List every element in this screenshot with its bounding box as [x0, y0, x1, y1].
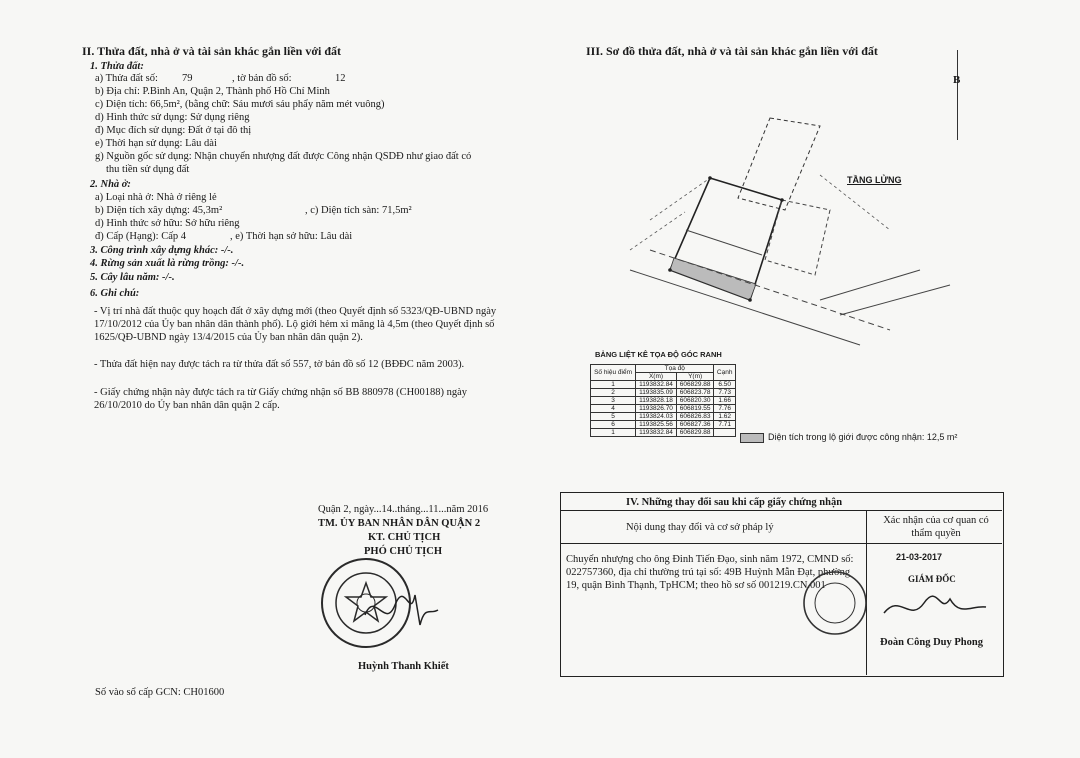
coord-table	[590, 364, 736, 437]
table-row: 2 1193835.09 606823.78 7.73	[591, 389, 736, 397]
changes-title: IV. Những thay đổi sau khi cấp giấy chứng nhận	[626, 497, 843, 508]
table-row: 3 1193828.18 606820.30 1.66	[591, 397, 736, 405]
signing-title-1: KT. CHỦ TỊCH	[368, 532, 441, 543]
land-use-purpose: đ) Mục đích sử dụng: Đất ở tại đô thị	[95, 125, 252, 136]
land-number-value: 79	[182, 73, 193, 84]
signer-name: Huỳnh Thanh Khiết	[358, 661, 449, 672]
land-use-term: e) Thời hạn sử dụng: Lâu dài	[95, 138, 217, 149]
land-heading: 1. Thửa đất:	[90, 61, 144, 72]
changes-col-confirm: Xác nhận của cơ quan có thẩm quyền	[883, 515, 989, 539]
change-entry: Chuyển nhượng cho ông Đinh Tiến Đạo, sinh năm 1972, CMND số: 022757360, địa chỉ thường trú tại số: 49B Huỳnh Mẫn Đạt, phường 19, quận Bình Thạnh, TpHCM; theo hồ sơ số 001219.CN.001	[566, 554, 854, 591]
table-row: 6 1193825.56 606827.36 7.71	[591, 421, 736, 429]
house-heading: 2. Nhà ở:	[90, 179, 131, 190]
other-works: 3. Công trình xây dựng khác: -/-.	[90, 245, 234, 256]
table-row: 1 1193832.84 606829.88 6.50	[591, 381, 736, 389]
col-point: Số hiệu điểm	[591, 365, 636, 381]
notes-heading: 6. Ghi chú:	[90, 288, 140, 299]
changes-col-content: Nội dung thay đổi và cơ sở pháp lý	[626, 522, 774, 533]
legend-text: Diện tích trong lộ giới được công nhận: 12,5 m²	[768, 432, 958, 442]
north-label: B	[953, 74, 961, 86]
parcel-diagram	[590, 100, 980, 360]
signing-title-2: PHÓ CHỦ TỊCH	[364, 546, 442, 557]
confirm-signature-icon	[880, 585, 990, 625]
signing-authority: TM. ỦY BAN NHÂN DÂN QUẬN 2	[318, 518, 481, 529]
land-origin-cont: thu tiền sử dụng đất	[106, 164, 190, 175]
office-seal-icon	[800, 568, 870, 638]
land-number-label: a) Thửa đất số:	[95, 73, 158, 84]
perennial-trees: 5. Cây lâu năm: -/-.	[90, 272, 175, 283]
note-2: - Thửa đất hiện nay được tách ra từ thửa đất số 557, tờ bản đồ số 12 (BĐĐC năm 2003).	[94, 359, 465, 370]
land-use-form: d) Hình thức sử dụng: Sử dụng riêng	[95, 112, 250, 123]
issue-date: Quận 2, ngày...14..tháng...11...năm 2016	[318, 504, 489, 515]
table-row: 5 1193824.03 606826.83 1.62	[591, 413, 736, 421]
confirm-date: 21-03-2017	[896, 552, 943, 562]
coord-table-title: BẢNG LIỆT KÊ TỌA ĐỘ GÓC RANH	[595, 350, 722, 359]
confirm-title: GIÁM ĐỐC	[908, 574, 956, 584]
house-type: a) Loại nhà ở: Nhà ở riêng lẻ	[95, 192, 217, 203]
col-edge: Cạnh	[714, 365, 736, 381]
house-ownership: d) Hình thức sở hữu: Sở hữu riêng	[95, 218, 240, 229]
table-row: 1 1193832.84 606829.88	[591, 429, 736, 437]
changes-divider-1	[560, 510, 1002, 511]
land-address: b) Địa chỉ: P.Bình An, Quận 2, Thành phố Hồ Chí Minh	[95, 86, 330, 97]
table-row: 4 1193826.70 606819.55 7.76	[591, 405, 736, 413]
house-grade: đ) Cấp (Hạng): Cấp 4	[95, 231, 186, 242]
land-area: c) Diện tích: 66,5m², (bằng chữ: Sáu mươi sáu phẩy năm mét vuông)	[95, 99, 385, 110]
col-y: Y(m)	[676, 373, 714, 381]
production-forest: 4. Rừng sản xuất là rừng trồng: -/-.	[90, 258, 245, 269]
changes-divider-2	[560, 543, 1002, 544]
section-ii-title: II. Thửa đất, nhà ở và tài sản khác gắn liền với đất	[82, 44, 342, 58]
note-3: - Giấy chứng nhận này được tách ra từ Giấy chứng nhận số BB 880978 (CH00188) ngày 26/10/2010 do Ủy ban nhân dân quận 2 cấp.	[94, 387, 467, 411]
signature-icon	[360, 585, 440, 635]
legend-swatch	[740, 433, 764, 443]
note-1: - Vị trí nhà đất thuộc quy hoạch đất ở xây dựng mới (theo Quyết định số 5323/QĐ-UBND ngày 17/10/2012 của Ủy ban nhân dân thành phố). Lộ giới hẻm xi măng là 4,5m (theo Quyết định số 1625/QĐ-UBND ngày 13/4/2015 của Ủy ban nhân dân quận 2).	[94, 306, 497, 343]
house-term: , e) Thời hạn sở hữu: Lâu dài	[230, 231, 353, 242]
house-floor-area: , c) Diện tích sàn: 71,5m²	[305, 205, 412, 216]
col-coords: Tọa độ	[636, 365, 714, 373]
map-sheet-label: , tờ bản đồ số:	[232, 73, 292, 84]
house-build-area: b) Diện tích xây dựng: 45,3m²	[95, 205, 223, 216]
col-x: X(m)	[636, 373, 677, 381]
land-origin: g) Nguồn gốc sử dụng: Nhận chuyển nhượng đất được Công nhận QSDĐ như giao đất có	[95, 151, 472, 162]
confirm-signer: Đoàn Công Duy Phong	[880, 637, 983, 648]
map-sheet-value: 12	[335, 73, 346, 84]
section-iii-title: III. Sơ đồ thửa đất, nhà ở và tài sản khác gắn liền với đất	[586, 44, 878, 58]
floor-label: TẦNG LỬNG	[847, 175, 902, 185]
registry-number: Số vào sổ cấp GCN: CH01600	[95, 687, 225, 698]
